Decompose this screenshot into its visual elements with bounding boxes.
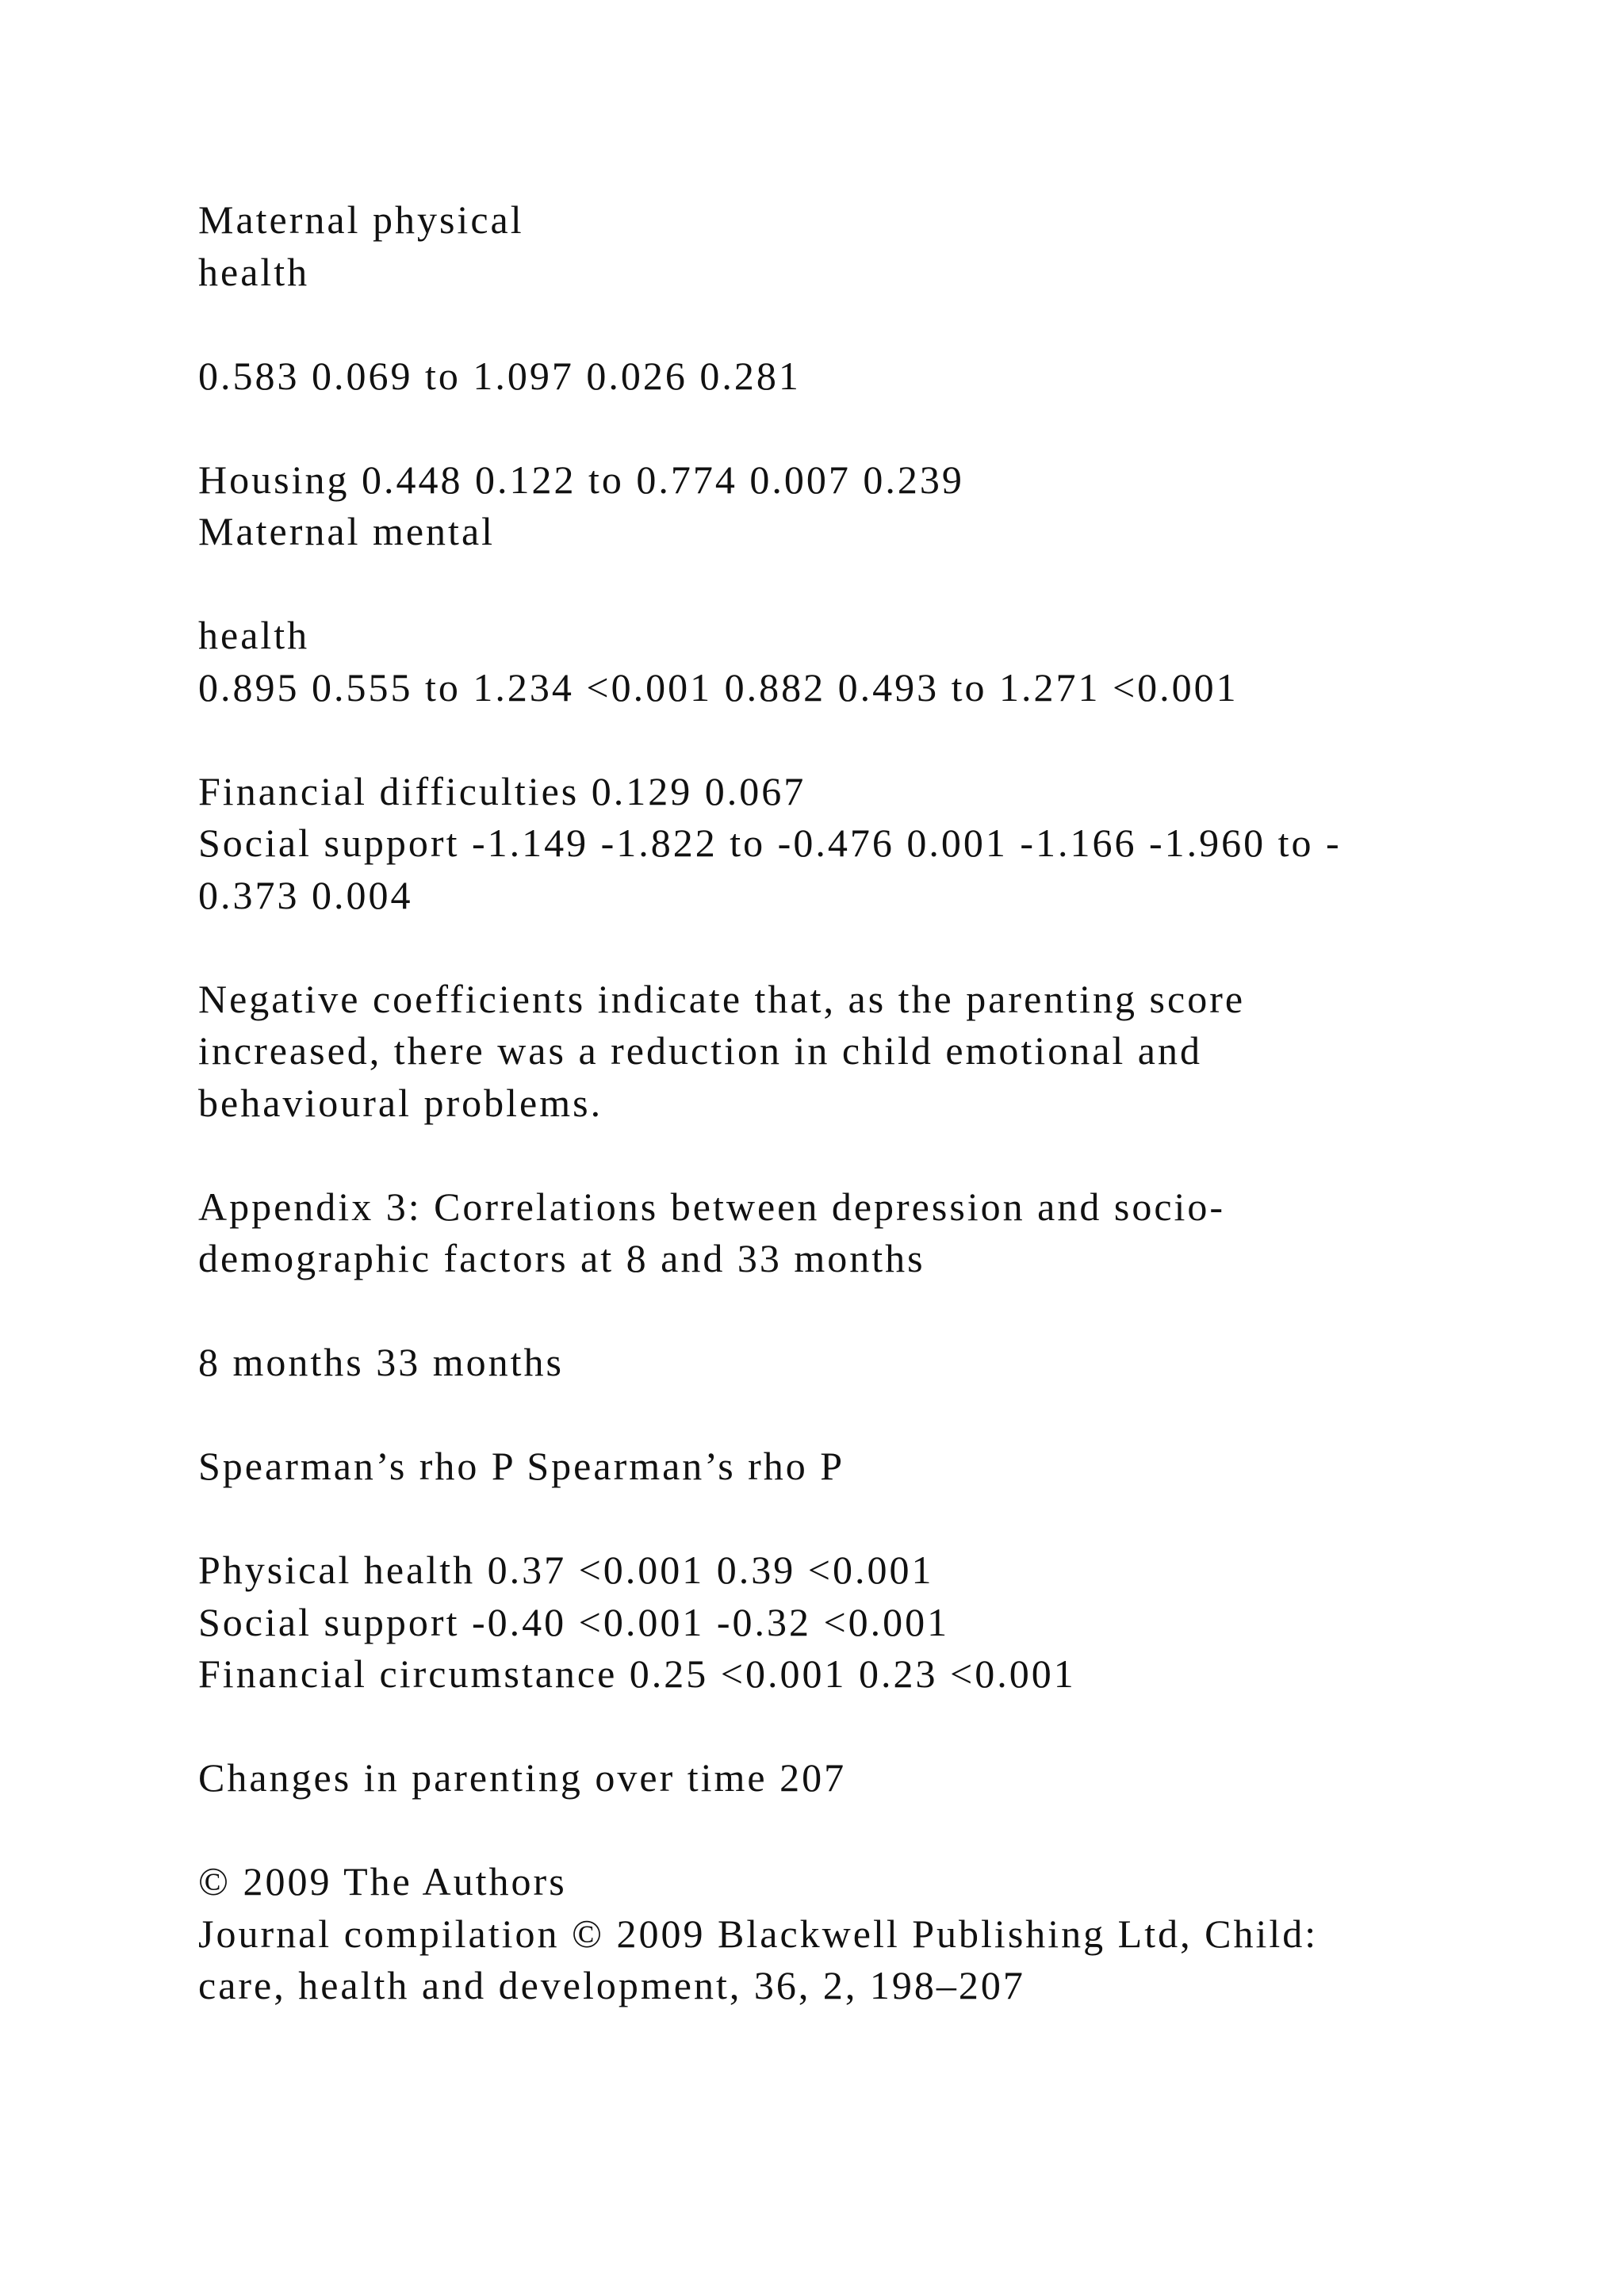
table-row-values: 0.373 0.004 [198, 872, 413, 917]
document-text [198, 194, 1562, 2012]
appendix-title: Appendix 3: Correlations between depression and socio- [198, 1184, 1226, 1229]
blank-line [198, 1129, 1562, 1181]
blank-line [198, 1493, 1562, 1545]
running-footer: Changes in parenting over time 207 [198, 1755, 847, 1800]
appendix-title: demographic factors at 8 and 33 months [198, 1236, 925, 1280]
table-row: Social support -0.40 <0.001 -0.32 <0.001 [198, 1599, 950, 1644]
table-row-values: 0.583 0.069 to 1.097 0.026 0.281 [198, 353, 801, 398]
table-row-label: health [198, 613, 310, 657]
table-note: increased, there was a reduction in child emotional and [198, 1028, 1202, 1073]
blank-line [198, 1285, 1562, 1337]
table-row-label: health [198, 249, 310, 294]
blank-line [198, 298, 1562, 350]
table-row-label: Maternal physical [198, 197, 524, 242]
table-row: Financial circumstance 0.25 <0.001 0.23 <0.001 [198, 1651, 1076, 1696]
table-note: behavioural problems. [198, 1080, 603, 1125]
blank-line [198, 921, 1562, 974]
blank-line [198, 402, 1562, 454]
copyright-line: care, health and development, 36, 2, 198–207 [198, 1963, 1025, 2007]
table-row: Housing 0.448 0.122 to 0.774 0.007 0.239 [198, 457, 964, 502]
table-row-values: 0.895 0.555 to 1.234 <0.001 0.882 0.493 to 1.271 <0.001 [198, 664, 1239, 710]
blank-line [198, 1804, 1562, 1857]
copyright-line: © 2009 The Authors [198, 1859, 567, 1904]
copyright-line: Journal compilation © 2009 Blackwell Publishing Ltd, Child: [198, 1911, 1319, 1956]
blank-line [198, 1389, 1562, 1441]
blank-line [198, 1701, 1562, 1753]
table-row: Financial difficulties 0.129 0.067 [198, 768, 806, 813]
blank-line [198, 714, 1562, 766]
blank-line [198, 558, 1562, 610]
table-header: Spearman’s rho P Spearman’s rho P [198, 1444, 845, 1488]
table-row: Physical health 0.37 <0.001 0.39 <0.001 [198, 1548, 934, 1592]
table-note: Negative coefficients indicate that, as the parenting score [198, 976, 1246, 1021]
table-row-label: Maternal mental [198, 509, 496, 553]
table-header: 8 months 33 months [198, 1340, 564, 1384]
table-row: Social support -1.149 -1.822 to -0.476 0.001 -1.166 -1.960 to - [198, 821, 1342, 865]
